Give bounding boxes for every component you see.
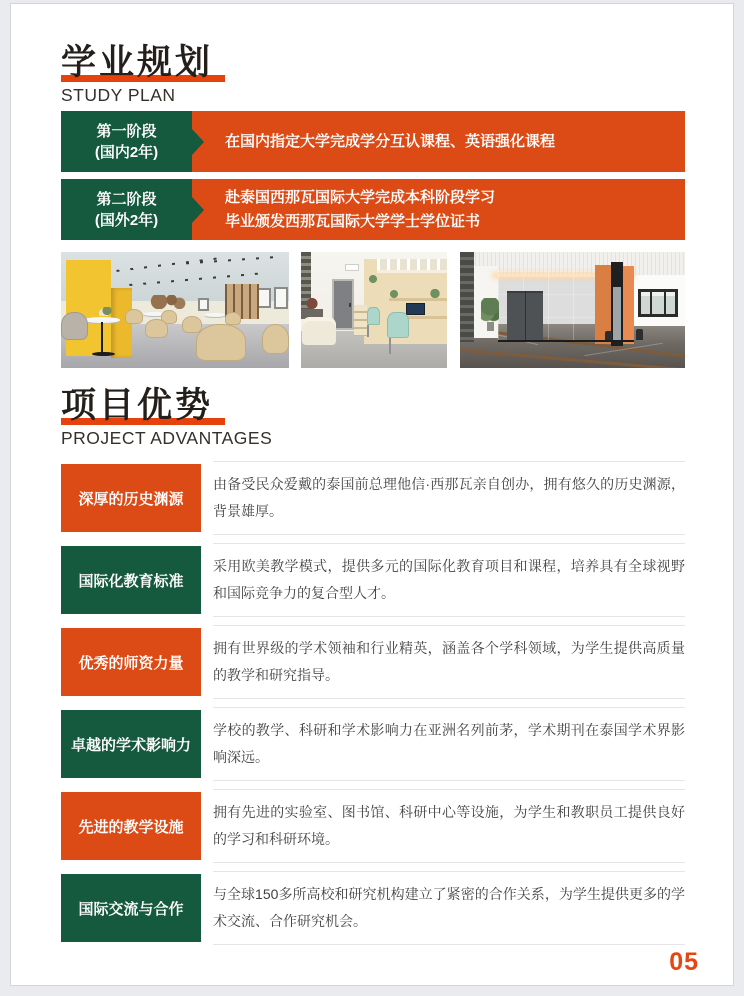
advantage-row-international-cooperation	[61, 871, 685, 945]
stage-2-label-line1: 第二阶段	[96, 190, 157, 208]
study-plan-title: 学业规划	[61, 43, 214, 82]
stage-2-text-line2: 毕业颁发西那瓦国际大学学士学位证书	[225, 212, 481, 230]
stage-2-label	[61, 179, 192, 240]
stage-1-label	[61, 111, 192, 172]
advantage-label: 优秀的师资力量	[61, 628, 201, 696]
page-number: 05	[669, 948, 699, 976]
study-plan-title-block	[61, 44, 225, 106]
advantages-list	[61, 461, 685, 953]
advantage-row-education-standard	[61, 543, 685, 617]
potted-plant	[481, 298, 499, 324]
advantages-subtitle: PROJECT ADVANTAGES	[61, 428, 273, 448]
advantage-label: 国际化教育标准	[61, 546, 201, 614]
lounge-chair	[196, 324, 246, 361]
advantage-text: 学校的教学、科研和学术影响力在亚洲名列前茅，学术期刊在泰国学术界影响深远。	[213, 722, 685, 765]
document-page	[10, 3, 734, 986]
advantage-text: 与全球150多所高校和研究机构建立了紧密的合作关系，为学生提供更多的学术交流、合作研究机会。	[213, 886, 685, 929]
stage-2-text-line1: 赴泰国西那瓦国际大学完成本科阶段学习	[225, 188, 496, 206]
photo-lounge	[61, 252, 289, 368]
advantage-text: 采用欧美教学模式，提供多元的国际化教育项目和课程，培养具有全球视野和国际竞争力的复合型人才。	[213, 558, 685, 601]
advantages-title: 项目优势	[61, 386, 214, 425]
advantage-text: 拥有先进的实验室、图书馆、科研中心等设施，为学生和教职员工提供良好的学习和科研环境。	[213, 804, 685, 847]
advantages-title-block	[61, 387, 272, 449]
advantage-row-faculty	[61, 625, 685, 699]
advantage-label: 深厚的历史渊源	[61, 464, 201, 532]
study-plan-subtitle: STUDY PLAN	[61, 85, 176, 105]
advantage-text: 拥有世界级的学术领袖和行业精英，涵盖各个学科领域，为学生提供高质量的教学和研究指导。	[213, 640, 685, 683]
stage-1-label-line1: 第一阶段	[96, 122, 157, 140]
advantage-label: 国际交流与合作	[61, 874, 201, 942]
stage-1-description	[192, 111, 685, 172]
advantage-row-academic-influence	[61, 707, 685, 781]
world-map-decor	[150, 295, 186, 309]
photo-lobby	[460, 252, 685, 368]
lobby-window	[638, 289, 679, 317]
advantage-label: 先进的教学设施	[61, 792, 201, 860]
advantage-row-facilities	[61, 789, 685, 863]
stage-1-label-line2: (国内2年)	[94, 143, 159, 161]
photo-dorm-room	[301, 252, 447, 368]
mint-chair	[387, 312, 409, 338]
study-plan-stages	[61, 111, 685, 247]
desk-computer	[406, 303, 425, 315]
campus-photos	[61, 252, 685, 368]
advantage-row-history	[61, 461, 685, 535]
advantage-text: 由备受民众爱戴的泰国前总理他信·西那瓦亲自创办，拥有悠久的历史渊源，背景雄厚。	[213, 476, 685, 519]
stage-row-2	[61, 179, 685, 240]
stage-2-description	[192, 179, 685, 240]
stage-1-text-line1: 在国内指定大学完成学分互认课程、英语强化课程	[225, 132, 556, 150]
advantage-label: 卓越的学术影响力	[61, 710, 201, 778]
stage-row-1	[61, 111, 685, 172]
stage-2-label-line2: (国外2年)	[94, 211, 159, 229]
